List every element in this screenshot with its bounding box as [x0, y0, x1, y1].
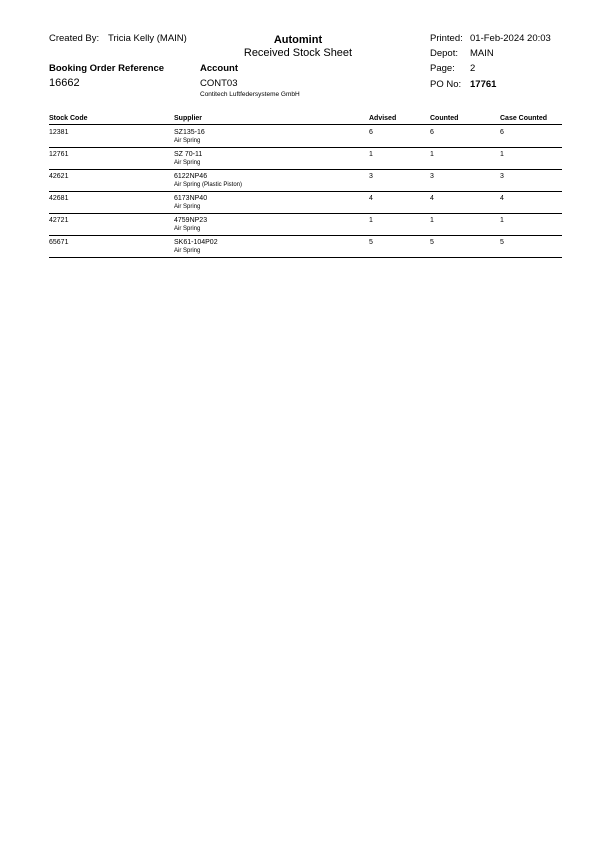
supplier-code: 4759NP23 — [174, 217, 208, 224]
depot-label: Depot: — [430, 48, 458, 59]
supplier-code: 6173NP40 — [174, 195, 208, 202]
supplier-code: SZ135-16 — [174, 129, 205, 136]
advised-qty: 5 — [369, 239, 373, 246]
col-advised: Advised — [369, 115, 397, 122]
case-counted-qty: 1 — [500, 217, 504, 224]
advised-qty: 1 — [369, 151, 373, 158]
row-divider — [49, 213, 562, 214]
stock-code: 42621 — [49, 173, 69, 180]
company-name: Automint — [273, 34, 323, 46]
account-name: Contitech Luftfedersysteme GmbH — [200, 91, 300, 98]
case-counted-qty: 5 — [500, 239, 504, 246]
item-description: Air Spring (Plastic Piston) — [174, 182, 243, 188]
row-divider — [49, 169, 562, 170]
counted-qty: 5 — [430, 239, 434, 246]
counted-qty: 1 — [430, 151, 434, 158]
stock-code: 65671 — [49, 239, 69, 246]
stock-code: 42681 — [49, 195, 69, 202]
stock-code: 12761 — [49, 151, 69, 158]
case-counted-qty: 1 — [500, 151, 504, 158]
account-code: CONT03 — [200, 78, 238, 89]
printed-value: 01-Feb-2024 20:03 — [470, 33, 551, 44]
counted-qty: 3 — [430, 173, 434, 180]
item-description: Air Spring — [174, 160, 201, 166]
supplier-code: SK61-104P02 — [174, 239, 218, 246]
created-by-label: Created By: — [49, 33, 100, 44]
case-counted-qty: 3 — [500, 173, 504, 180]
advised-qty: 1 — [369, 217, 373, 224]
col-counted: Counted — [430, 115, 459, 122]
item-description: Air Spring — [174, 138, 201, 144]
booking-order-label: Booking Order Reference — [49, 63, 165, 74]
account-label: Account — [200, 63, 238, 74]
supplier-code: 6122NP46 — [174, 173, 208, 180]
created-by-value: Tricia Kelly (MAIN) — [108, 33, 187, 44]
counted-qty: 6 — [430, 129, 434, 136]
row-divider — [49, 147, 562, 148]
row-divider — [49, 257, 562, 258]
printed-label: Printed: — [430, 33, 463, 44]
page-value: 2 — [470, 63, 476, 74]
case-counted-qty: 6 — [500, 129, 504, 136]
col-supplier: Supplier — [174, 115, 203, 122]
advised-qty: 4 — [369, 195, 373, 202]
counted-qty: 1 — [430, 217, 434, 224]
col-stock-code: Stock Code — [49, 115, 88, 122]
supplier-code: SZ 70-11 — [174, 151, 203, 158]
col-case-counted: Case Counted — [500, 115, 548, 122]
header-divider — [49, 124, 562, 125]
booking-order-value: 16662 — [49, 77, 80, 89]
document-title: Received Stock Sheet — [243, 47, 353, 59]
advised-qty: 6 — [369, 129, 373, 136]
case-counted-qty: 4 — [500, 195, 504, 202]
po-value: 17761 — [470, 79, 497, 90]
item-description: Air Spring — [174, 248, 201, 254]
stock-code: 42721 — [49, 217, 69, 224]
po-label: PO No: — [430, 79, 462, 90]
advised-qty: 3 — [369, 173, 373, 180]
depot-value: MAIN — [470, 48, 494, 59]
stock-code: 12381 — [49, 129, 69, 136]
row-divider — [49, 235, 562, 236]
item-description: Air Spring — [174, 226, 201, 232]
counted-qty: 4 — [430, 195, 434, 202]
item-description: Air Spring — [174, 204, 201, 210]
row-divider — [49, 191, 562, 192]
page-label: Page: — [430, 63, 455, 74]
